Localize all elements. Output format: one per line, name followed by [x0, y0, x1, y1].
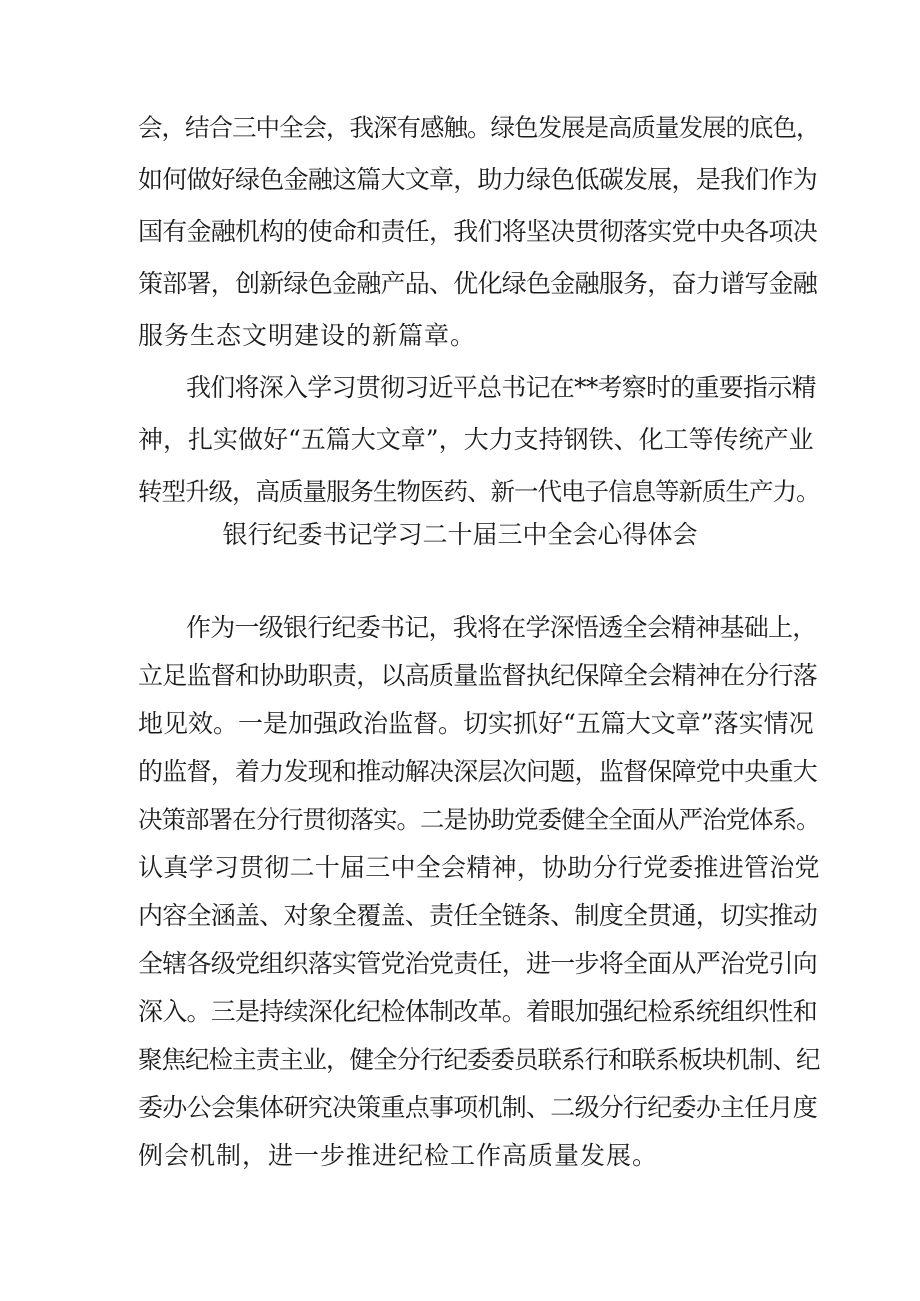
paragraph-line: 国有金融机构的使命和责任，我们将坚决贯彻落实党中央各项决	[138, 217, 818, 246]
paragraph-line: 决策部署在分行贯彻落实。二是协助党委健全全面从严治党体系。	[138, 805, 820, 834]
paragraph-line: 地见效。一是加强政治监督。切实抓好“五篇大文章”落实情况	[138, 709, 814, 738]
paragraph-line: 我们将深入学习贯彻习近平总书记在**考察时的重要指示精	[186, 373, 816, 402]
paragraph-line: 全辖各级党组织落实管党治党责任，进一步将全面从严治党引向	[138, 949, 818, 978]
paragraph-line: 深入。三是持续深化纪检体制改革。着眼加强纪检系统组织性和	[138, 997, 818, 1026]
paragraph-line: 委办公会集体研究决策重点事项机制、二级分行纪委办主任月度	[138, 1093, 818, 1122]
paragraph-line: 如何做好绿色金融这篇大文章，助力绿色低碳发展，是我们作为	[138, 165, 818, 194]
paragraph-line: 聚焦纪检主责主业，健全分行纪委委员联系行和联系板块机制、纪	[138, 1045, 820, 1074]
paragraph-line: 服务生态文明建设的新篇章。	[138, 321, 477, 350]
paragraph-line: 内容全涵盖、对象全覆盖、责任全链条、制度全贯通，切实推动	[138, 901, 818, 930]
paragraph-line: 策部署，创新绿色金融产品、优化绿色金融服务，奋力谱写金融	[138, 269, 818, 298]
paragraph-line: 的监督，着力发现和推动解决深层次问题，监督保障党中央重大	[138, 757, 818, 786]
paragraph-line: 立足监督和协助职责，以高质量监督执纪保障全会精神在分行落	[138, 661, 818, 690]
paragraph-line: 作为一级银行纪委书记，我将在学深悟透全会精神基础上，	[186, 613, 817, 642]
section-title: 银行纪委书记学习二十届三中全会心得体会	[222, 520, 698, 549]
paragraph-line: 神，扎实做好“五篇大文章”，大力支持钢铁、化工等传统产业	[138, 425, 814, 454]
paragraph-line: 转型升级，高质量服务生物医药、新一代电子信息等新质生产力。	[138, 477, 820, 506]
paragraph-line: 会，结合三中全会，我深有感触。绿色发展是高质量发展的底色，	[138, 113, 820, 142]
paragraph-line: 例会机制，进一步推进纪检工作高质量发展。	[138, 1141, 659, 1170]
paragraph-line: 认真学习贯彻二十届三中全会精神，协助分行党委推进管治党	[138, 853, 820, 882]
